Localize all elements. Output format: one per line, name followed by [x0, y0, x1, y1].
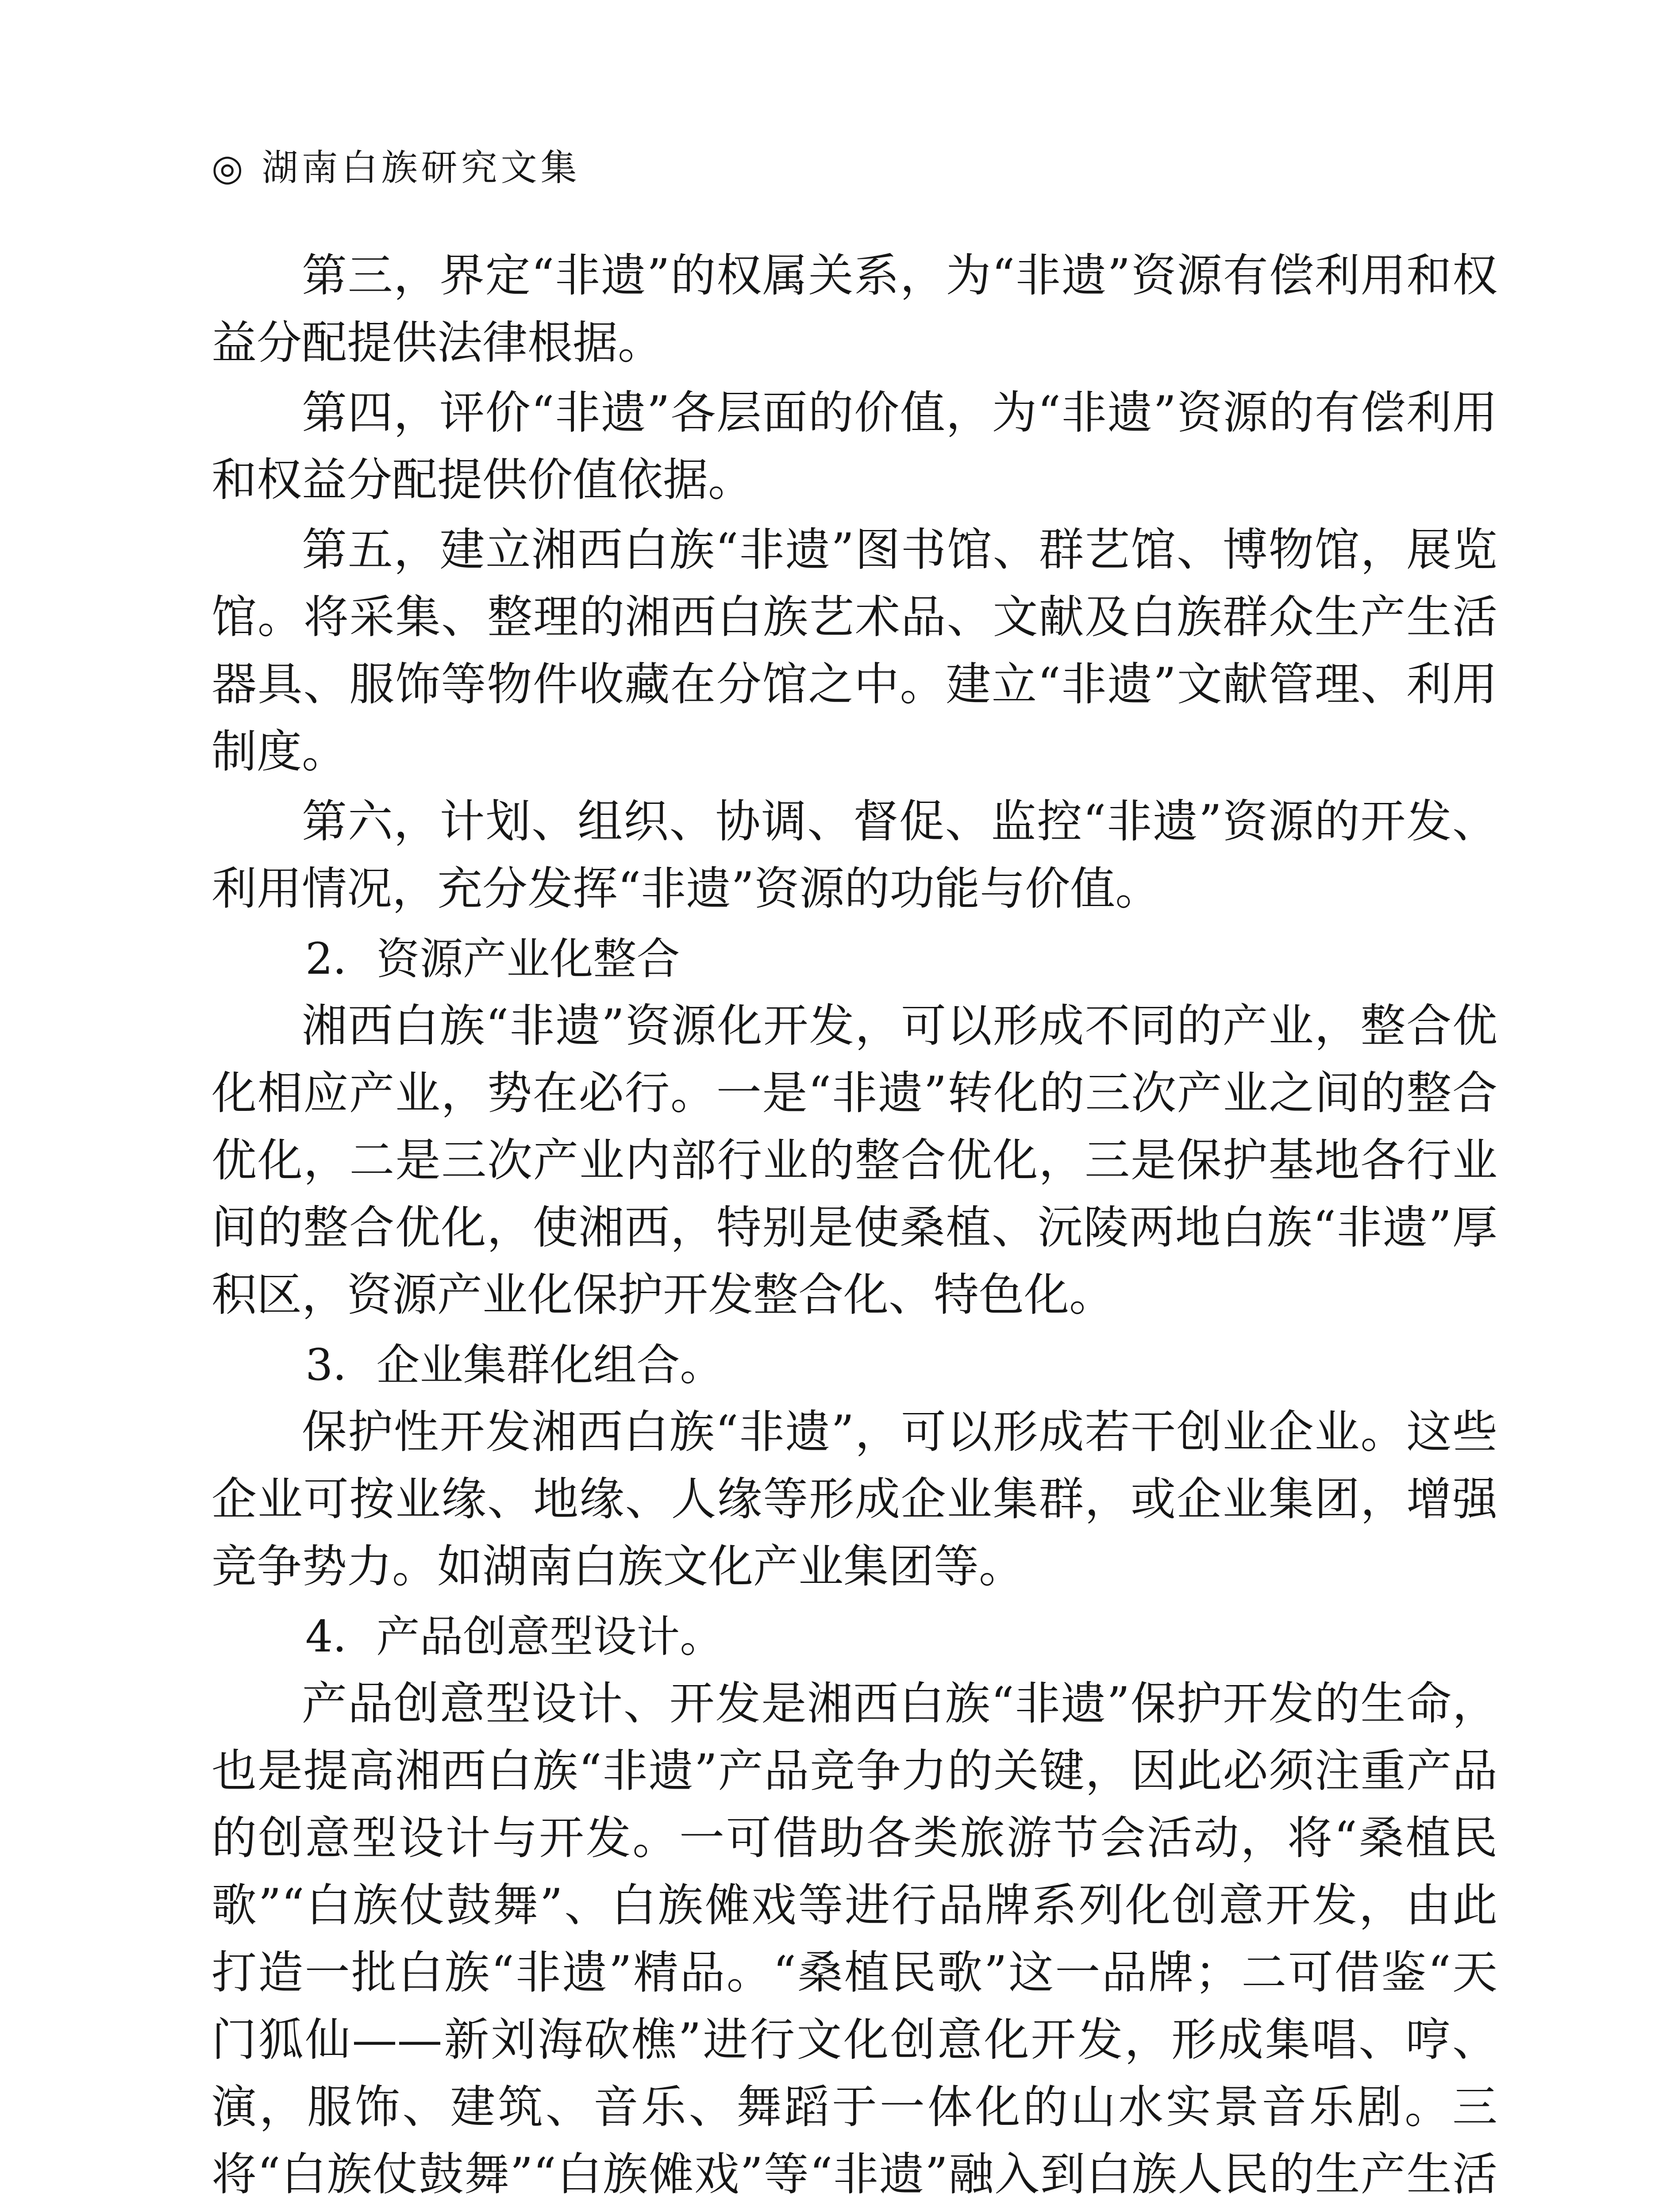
- paragraph-creative-design: 产品创意型设计、开发是湘西白族“非遗”保护开发的生命，也是提高湘西白族“非遗”产品竞争力的关键，因此必须注重产品的创意型设计与开发。一可借助各类旅游节会活动，将“桑植民歌”“白族仗鼓舞”、白族傩戏等进行品牌系列化创意开发，由此打造一批白族“非遗”精品。“桑植民歌”这一品牌；二可借鉴“天门狐仙——新刘海砍樵”进行文化创意化开发，形成集唱、哼、演，服饰、建筑、音乐、舞蹈于一体化的山水实景音乐剧。三将“白族仗鼓舞”“白族傩戏”等“非遗”融入到白族人民的生产生活: [212, 1678, 1497, 2201]
- body-text: [212, 242, 1497, 2212]
- paragraph-fifth-item: 第五，建立湘西白族“非遗”图书馆、群艺馆、博物馆，展览馆。将采集、整理的湘西白族艺术品、文献及白族群众生产生活器具、服饰等物件收藏在分馆之中。建立“非遗”文献管理、利用制度。: [212, 524, 1497, 778]
- book-title: 湖南白族研究文集: [262, 147, 581, 189]
- section-heading-3: 3．企业集群化组合。: [305, 1340, 724, 1390]
- paragraph-industry-integration: 湘西白族“非遗”资源化开发，可以形成不同的产业，整合优化相应产业，势在必行。一是“非遗”转化的三次产业之间的整合优化，二是三次产业内部行业的整合优化，三是保护基地各行业间的整合优化，使湘西，特别是使桑植、沅陵两地白族“非遗”厚积区，资源产业化保护开发整合化、特色化。: [212, 1000, 1497, 1321]
- section-heading-2: 2．资源产业化整合: [305, 934, 680, 984]
- paragraph-fourth-item: 第四，评价“非遗”各层面的价值，为“非遗”资源的有偿利用和权益分配提供价值依据。: [212, 387, 1497, 507]
- running-header: [212, 146, 581, 190]
- header-circle-mark: ◎: [212, 147, 247, 189]
- paragraph-third-item: 第三，界定“非遗”的权属关系，为“非遗”资源有偿利用和权益分配提供法律根据。: [212, 250, 1497, 369]
- section-heading-4: 4．产品创意型设计。: [305, 1612, 724, 1662]
- paragraph-sixth-item: 第六，计划、组织、协调、督促、监控“非遗”资源的开发、利用情况，充分发挥“非遗”资源的功能与价值。: [212, 795, 1497, 915]
- paragraph-enterprise-cluster: 保护性开发湘西白族“非遗”，可以形成若干创业企业。这些企业可按业缘、地缘、人缘等形成企业集群，或企业集团，增强竞争势力。如湖南白族文化产业集团等。: [212, 1406, 1497, 1593]
